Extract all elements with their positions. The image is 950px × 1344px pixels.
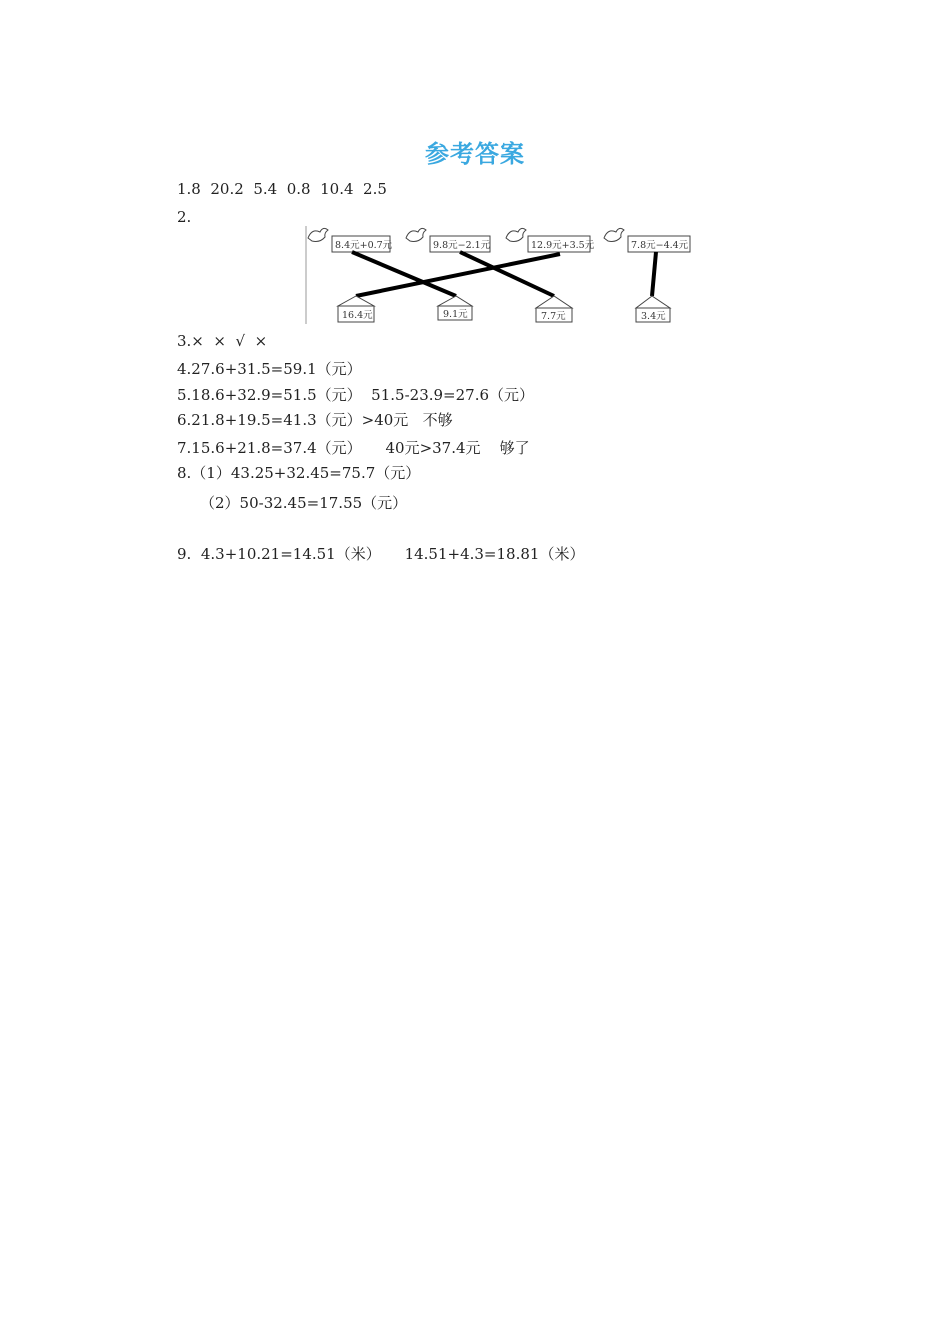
match-line-4 (652, 252, 656, 296)
answer-6: 6.21.8+19.5=41.3（元）>40元 不够 (177, 411, 453, 429)
matching-diagram (300, 224, 700, 326)
answer-3: 3.× × √ × (177, 332, 268, 350)
page-title: 参考答案 (425, 140, 525, 168)
dove-icon (506, 228, 526, 241)
answer-4: 4.27.6+31.5=59.1（元） (177, 360, 362, 378)
bottom-label-3: 7.7元 (541, 311, 566, 322)
answer-5: 5.18.6+32.9=51.5（元） 51.5-23.9=27.6（元） (177, 386, 535, 404)
dove-card-3 (506, 228, 595, 252)
house-card-1 (338, 296, 374, 322)
bottom-label-2: 9.1元 (443, 309, 468, 320)
dove-card-4 (604, 228, 690, 252)
answer-8-part-1: 8.（1）43.25+32.45=75.7（元） (177, 464, 421, 482)
bottom-label-1: 16.4元 (342, 310, 373, 321)
house-card-4 (636, 296, 670, 322)
top-label-4: 7.8元−4.4元 (631, 240, 689, 251)
dove-icon (604, 228, 624, 241)
dove-card-2 (406, 228, 491, 252)
bottom-label-4: 3.4元 (641, 311, 666, 322)
house-card-3 (536, 296, 572, 322)
answer-2-label: 2. (177, 208, 192, 226)
match-line-3 (356, 254, 560, 296)
dove-icon (308, 228, 328, 241)
match-line-1 (352, 252, 456, 296)
top-label-2: 9.8元−2.1元 (433, 240, 491, 251)
dove-card-1 (308, 228, 393, 252)
answer-7: 7.15.6+21.8=37.4（元） 40元>37.4元 够了 (177, 439, 530, 457)
top-label-1: 8.4元+0.7元 (335, 240, 393, 251)
top-label-3: 12.9元+3.5元 (531, 240, 595, 251)
dove-icon (406, 228, 426, 241)
answer-1: 1.8 20.2 5.4 0.8 10.4 2.5 (177, 180, 387, 198)
answer-9: 9. 4.3+10.21=14.51（米） 14.51+4.3=18.81（米） (177, 545, 585, 563)
house-card-2 (438, 296, 472, 320)
answer-8-part-2: （2）50-32.45=17.55（元） (200, 494, 408, 512)
